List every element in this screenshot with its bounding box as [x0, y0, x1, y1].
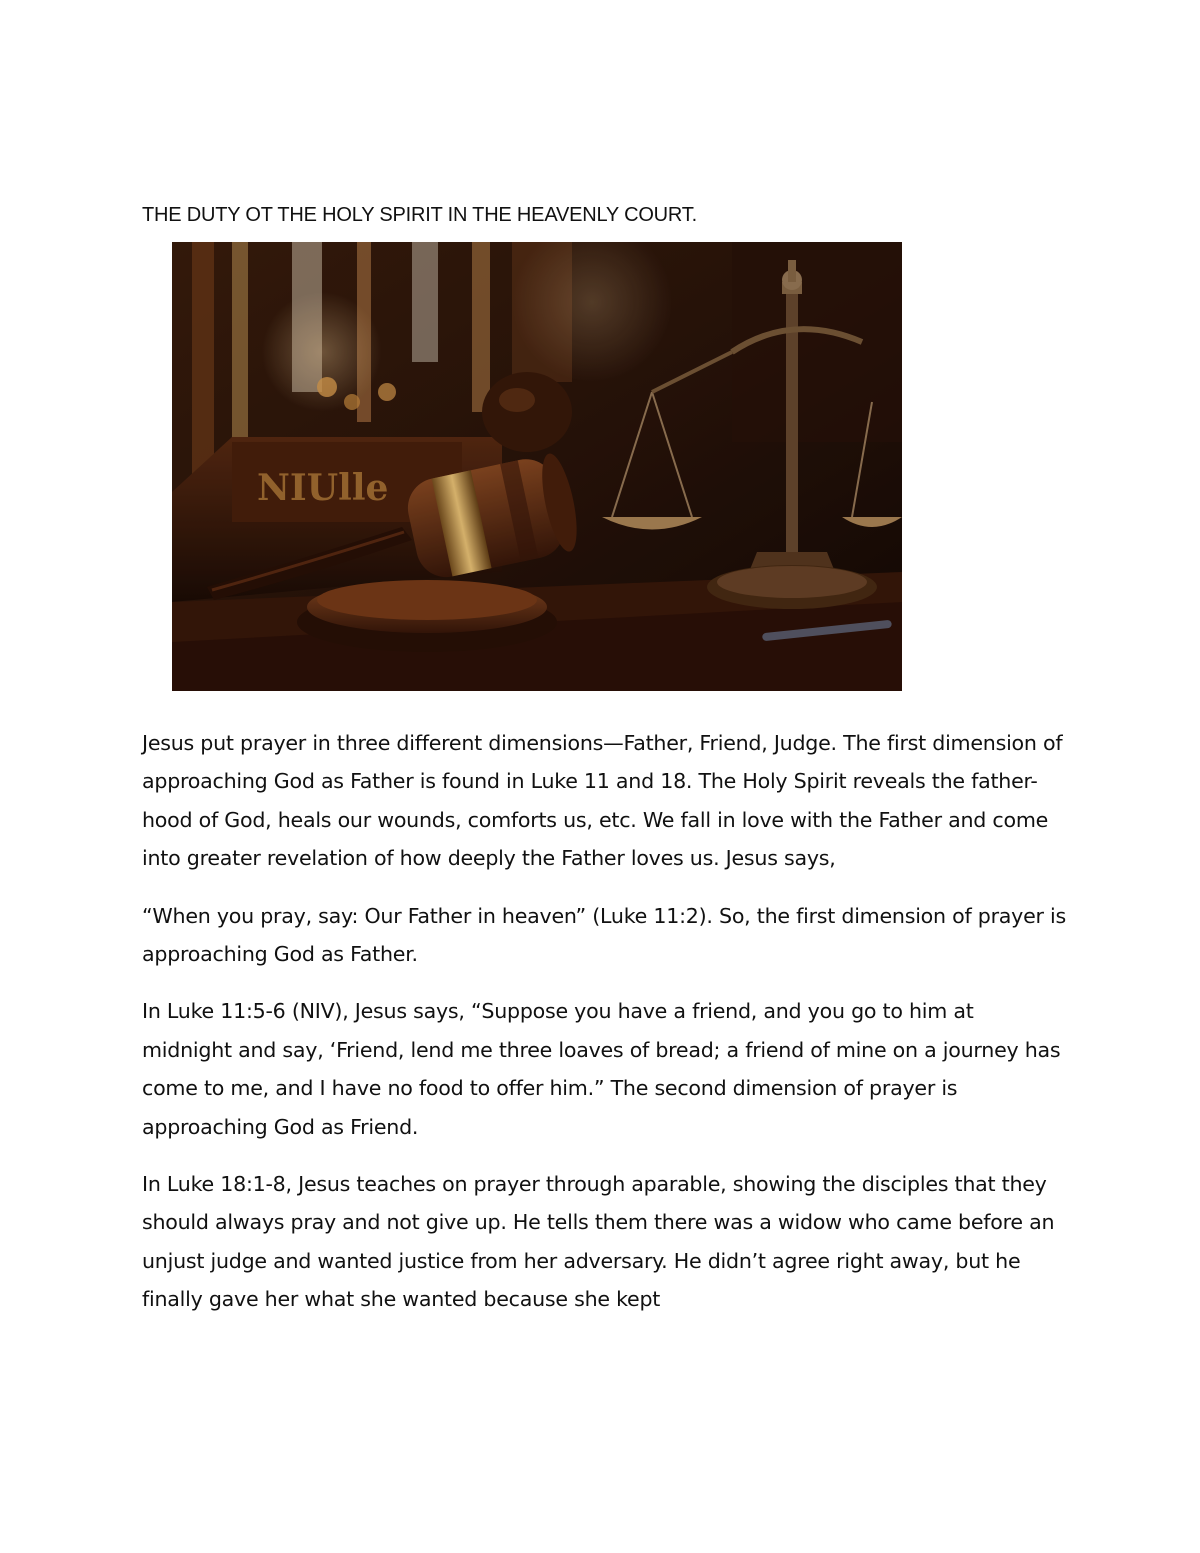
document-title: THE DUTY OT THE HOLY SPIRIT IN THE HEAVENLY COURT.: [142, 204, 697, 226]
paragraph-4: In Luke 18:1-8, Jesus teaches on prayer through aparable, showing the disciples that they should always pray and not give up. He tells them there was a widow who came before an unjust judge and wanted justice from her adversary. He didn’t agree right away, but he finally gave her what she wanted because she kept: [142, 1172, 1055, 1312]
nameplate-text: NIUlle: [257, 467, 389, 509]
paragraph-1: Jesus put prayer in three different dimensions—Father, Friend, Judge. The first dimension of approaching God as Father is found in Luke 11 and 18. The Holy Spirit reveals the father-hood of God, heals our wounds, comforts us, etc. We fall in love with the Father and come into greater revelation of how deeply the Father loves us. Jesus says,: [142, 731, 1063, 871]
document-body: [142, 724, 1067, 1338]
paragraph-2: “When you pray, say: Our Father in heaven” (Luke 11:2). So, the first dimension of prayer is approaching God as Father.: [142, 903, 1066, 967]
paragraph-3: In Luke 11:5-6 (NIV), Jesus says, “Suppose you have a friend, and you go to him at midnight and say, ‘Friend, lend me three loaves of bread; a friend of mine on a journey has come to me, and I have no food to offer him.” The second dimension of prayer is approaching God as Friend.: [142, 999, 1061, 1139]
courtroom-gavel-image: [172, 242, 902, 691]
courtroom-illustration: [172, 242, 902, 691]
